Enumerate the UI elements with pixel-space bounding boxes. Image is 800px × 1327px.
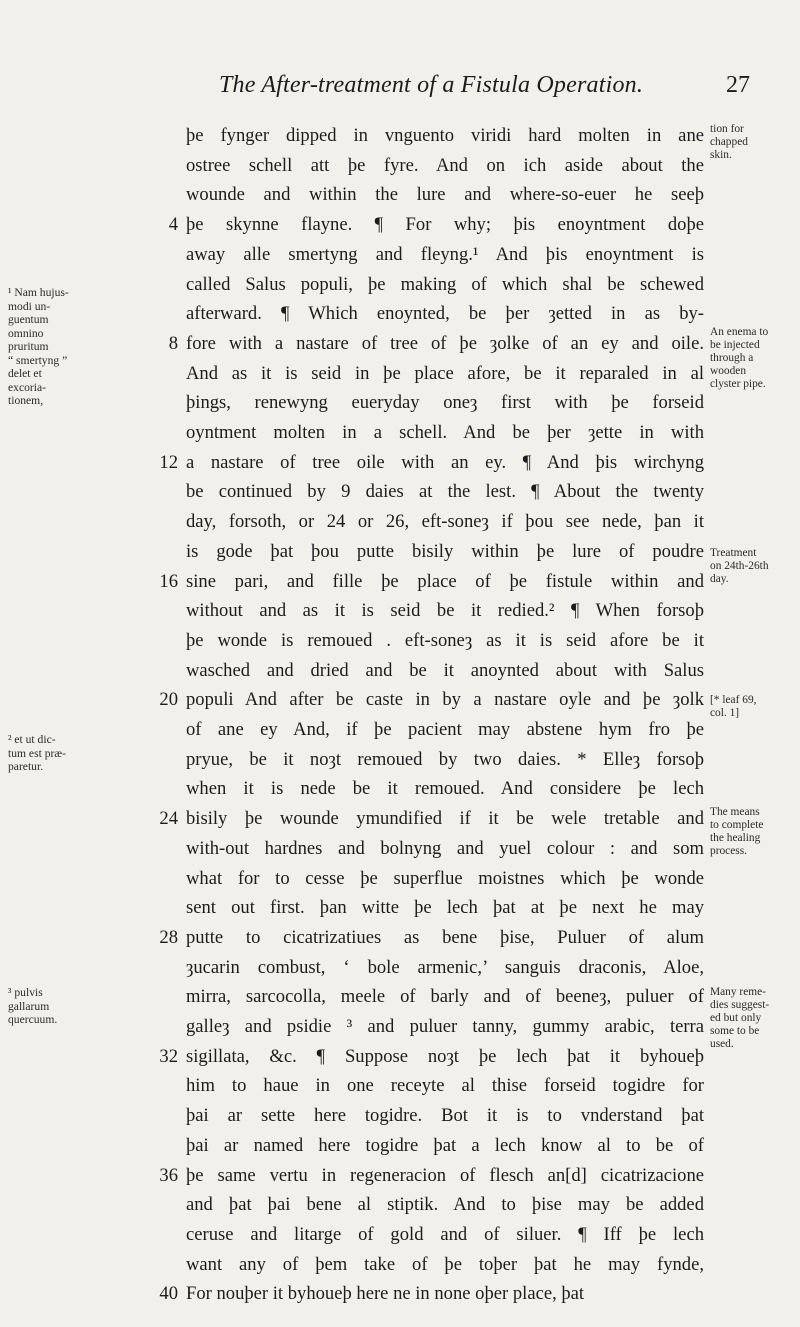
line-number: 8 <box>168 332 178 354</box>
text-line: ȝucarin combust, ‘ bole armenic,’ sanguis draconis, Aloe, <box>186 956 704 978</box>
sidenote-line: to complete <box>710 819 764 831</box>
line-number: 4 <box>168 214 178 236</box>
line-number: 20 <box>159 689 178 711</box>
text-line: be continued by 9 daies at the lest. ¶ About the twenty <box>186 481 704 503</box>
text-line: ceruse and litarge of gold and of siluer. ¶ Iff þe lech <box>186 1223 704 1245</box>
sidenote-line: clyster pipe. <box>710 378 766 390</box>
line-number: 36 <box>159 1164 178 1186</box>
line-number: 28 <box>159 926 178 948</box>
text-line: is gode þat þou putte bisily within þe lure of poudre <box>186 540 704 562</box>
footnote-line: ¹ Nam hujus- <box>8 286 69 299</box>
footnote-line: modi un- <box>8 299 51 313</box>
sidenote-line: Many reme- <box>710 986 766 998</box>
text-line: fore with a nastare of tree of þe ȝolke of an ey and oile. <box>186 332 704 354</box>
footnote-line: tum est præ- <box>8 746 66 760</box>
footnote-line: omnino <box>8 326 44 340</box>
sidenote-line: process. <box>710 845 748 857</box>
sidenote-line: [* leaf 69, <box>710 694 757 706</box>
text-line: þe skynne flayne. ¶ For why; þis enoyntment doþe <box>186 214 704 236</box>
footnote-line: quercuum. <box>8 1013 58 1026</box>
text-line: called Salus populi, þe making of which shal be schewed <box>186 273 704 295</box>
footnote-line: ³ pulvis <box>8 986 43 999</box>
sidenote <box>710 326 796 391</box>
sidenote-line: chapped <box>710 136 748 148</box>
sidenote-line: day. <box>710 573 729 585</box>
footnote <box>8 286 100 408</box>
running-title: The After-treatment of a Fistula Operation. <box>218 72 644 98</box>
sidenote <box>710 806 796 858</box>
page-number: 27 <box>726 72 750 98</box>
text-line: with-out hardnes and bolnyng and yuel colour : and som <box>186 837 704 859</box>
footnote-line: paretur. <box>8 760 44 773</box>
footnote-line: ² et ut dic- <box>8 733 56 746</box>
text-line: oyntment molten in a schell. And be þer ȝette in with <box>186 422 704 443</box>
text-line: þe same vertu in regeneracion of flesch an[d] cicatrizacione <box>186 1164 704 1186</box>
text-line: þai ar named here togidre þat a lech know al to be of <box>186 1134 704 1156</box>
text-line: bisily þe wounde ymundified if it be wele tretable and <box>186 808 704 830</box>
line-number: 40 <box>159 1283 178 1305</box>
sidenote-line: An enema to <box>710 326 769 338</box>
text-line: want any of þem take of þe toþer þat he may fynde, <box>186 1253 704 1275</box>
text-line: þai ar sette here togidre. Bot it is to vnderstand þat <box>186 1105 704 1127</box>
footnote <box>8 733 100 774</box>
text-line: For nouþer it byhoueþ here ne in none oþer place, þat <box>186 1283 585 1305</box>
text-line: a nastare of tree oile with an ey. ¶ And þis wirchyng <box>186 451 704 473</box>
sidenote-line: tion for <box>710 123 744 135</box>
text-line: þe wonde is remoued . eft-soneȝ as it is seid afore be it <box>186 629 704 651</box>
sidenote-line: ed but only <box>710 1012 762 1024</box>
line-number: 32 <box>159 1045 178 1067</box>
text-line: putte to cicatrizatiues as bene þise, Puluer of alum <box>186 926 704 948</box>
text-line: wasched and dried and be it anoynted about with Salus <box>186 659 704 681</box>
text-line: day, forsoth, or 24 or 26, eft-soneȝ if þou see nede, þan it <box>186 511 704 533</box>
text-line: þings, renewyng eueryday oneȝ first with þe forseid <box>186 392 704 414</box>
footnote-line: gallarum <box>8 999 50 1013</box>
text-line: sent out first. þan witte þe lech þat at þe next he may <box>186 897 704 919</box>
text-line: galleȝ and psidie ³ and puluer tanny, gummy arabic, terra <box>186 1016 704 1037</box>
footnote-line: pruritum <box>8 340 49 353</box>
sidenote <box>710 694 796 720</box>
text-line: away alle smertyng and fleyng.¹ And þis enoyntment is <box>186 243 704 265</box>
footnote-line: delet et <box>8 367 42 380</box>
sidenote <box>710 986 796 1051</box>
sidenote-line: through a <box>710 352 754 364</box>
text-line: mirra, sarcocolla, meele of barly and of beeneȝ, puluer of <box>186 986 704 1008</box>
sidenote-line: on 24th-26th <box>710 560 769 572</box>
text-line: when it is nede be it remoued. And considere þe lech <box>186 778 704 800</box>
text-line: without and as it is seid be it redied.² ¶ When forsoþ <box>186 600 704 622</box>
sidenote-line: some to be <box>710 1025 760 1037</box>
sidenote-line: col. 1] <box>710 707 740 719</box>
footnote-line: “ smertyng ” <box>8 353 68 367</box>
footnote <box>8 986 100 1027</box>
text-line: sine pari, and fille þe place of þe fistule within and <box>186 570 704 592</box>
sidenote <box>710 547 796 586</box>
text-line: ostree schell att þe fyre. And on ich aside about the <box>186 154 704 176</box>
text-line: pryue, be it noȝt remoued by two daies. * Elleȝ forsoþ <box>186 748 704 770</box>
text-line: populi And after be caste in by a nastare oyle and þe ȝolk <box>186 689 704 711</box>
line-number: 12 <box>159 451 178 473</box>
text-line: þe fynger dipped in vnguento viridi hard molten in ane <box>186 125 704 146</box>
text-line: afterward. ¶ Which enoynted, be þer ȝetted in as by- <box>186 303 704 325</box>
line-number: 16 <box>159 570 178 592</box>
sidenote-line: wooden <box>710 365 747 377</box>
sidenote-line: The means <box>710 806 760 818</box>
footnote-line: tionem, <box>8 394 44 407</box>
sidenote-line: skin. <box>710 149 732 161</box>
sidenote-line: used. <box>710 1038 734 1050</box>
text-line: wounde and within the lure and where-so-euer he seeþ <box>186 184 704 206</box>
footnote-line: excoria- <box>8 380 46 394</box>
sidenote-line: Treatment <box>710 547 757 559</box>
text-line: and þat þai bene al stiptik. And to þise may be added <box>186 1194 704 1216</box>
sidenote <box>710 123 796 162</box>
sidenote-line: the healing <box>710 832 761 844</box>
text-line: And as it is seid in þe place afore, be it reparaled in al <box>186 362 704 384</box>
text-line: sigillata, &c. ¶ Suppose noȝt þe lech þat it byhoueþ <box>186 1045 704 1067</box>
line-number: 24 <box>159 808 178 830</box>
text-line: what for to cesse þe superflue moistnes which þe wonde <box>186 867 704 889</box>
sidenote-line: be injected <box>710 339 760 351</box>
sidenote-line: dies suggest- <box>710 999 770 1011</box>
text-line: of ane ey And, if þe pacient may abstene hym fro þe <box>186 719 704 740</box>
footnote-line: guentum <box>8 313 49 326</box>
text-line: him to haue in one receyte al thise forseid togidre for <box>186 1075 704 1097</box>
